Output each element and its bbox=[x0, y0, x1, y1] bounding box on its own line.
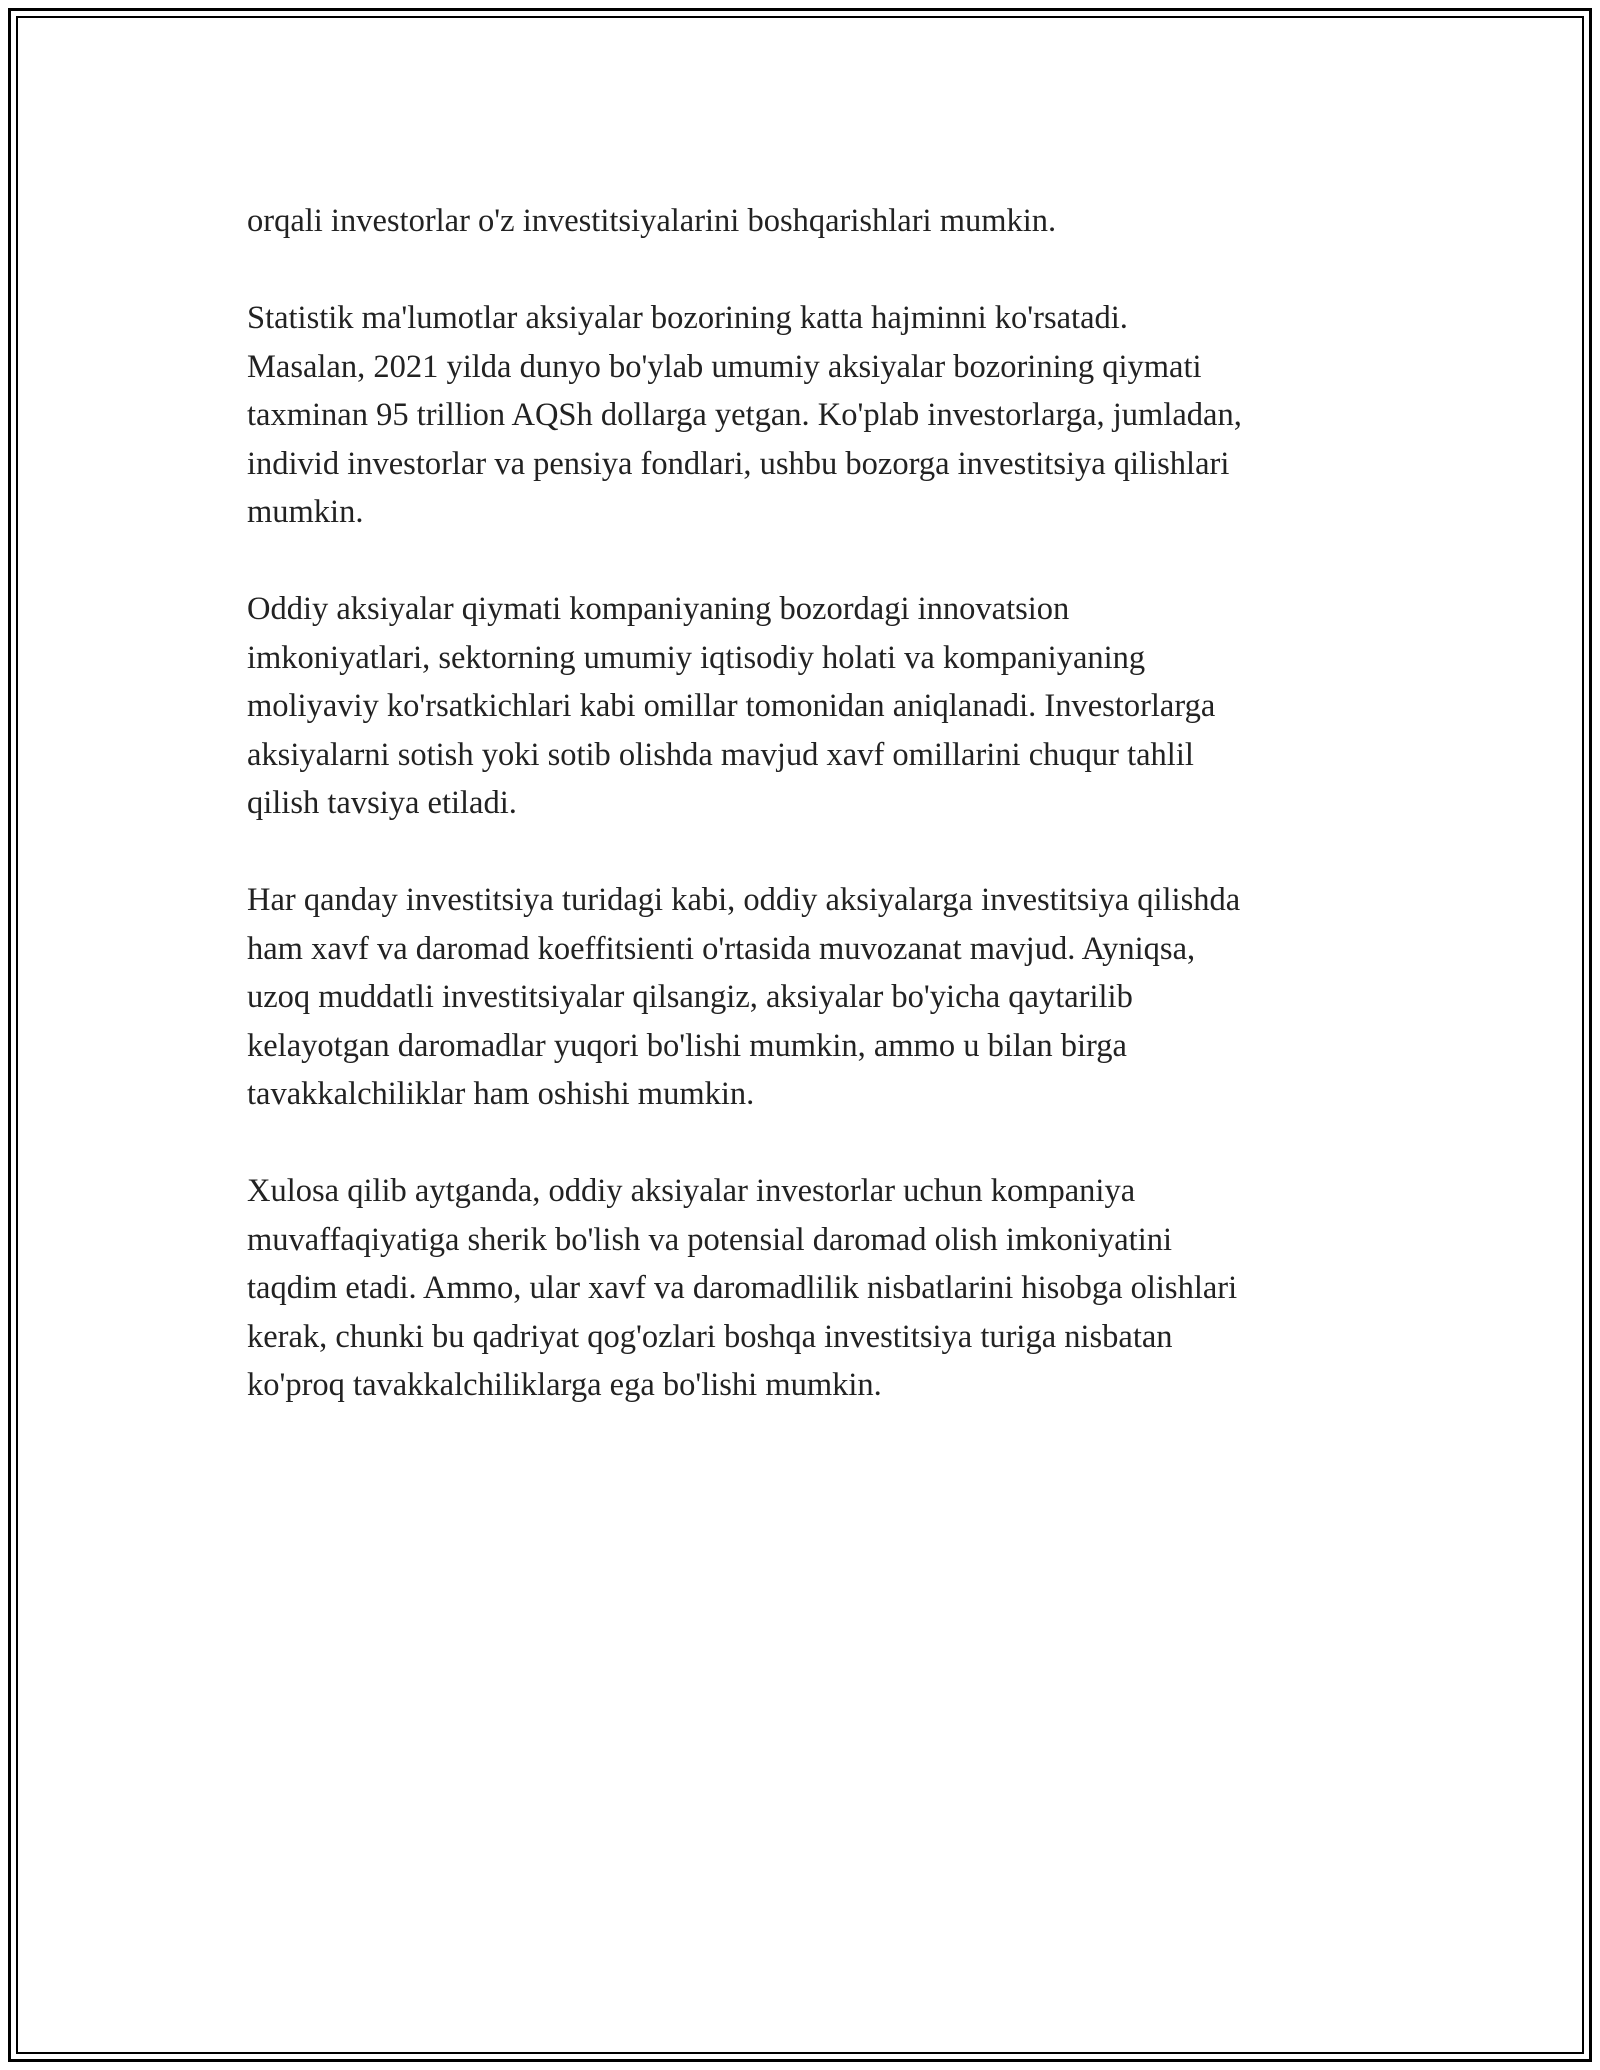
paragraph: Xulosa qilib aytganda, oddiy aksiyalar investorlar uchun kompaniya muvaffaqiyatiga sherik bo'lish va potensial daromad olish imkoniyatini taqdim etadi. Ammo, ular xavf va daromadlilik nisbatlarini hisobga olishlari kerak, chunki bu qadriyat qog'ozlari boshqa investitsiya turiga nisbatan ko'proq tavakkalchiliklarga ega bo'lishi mumkin. bbox=[247, 1173, 1238, 1403]
page-border bbox=[8, 8, 1592, 2062]
paragraph: Oddiy aksiyalar qiymati kompaniyaning bozordagi innovatsion imkoniyatlari, sektorning umumiy iqtisodiy holati va kompaniyaning moliyaviy ko'rsatkichlari kabi omillar tomonidan aniqlanadi. Investorlarga aksiyalarni sotish yoki sotib olishda mavjud xavf omillarini chuqur tahlil qilish tavsiya etiladi. bbox=[247, 591, 1216, 821]
paragraph: orqali investorlar o'z investitsiyalarini boshqarishlari mumkin. bbox=[247, 203, 1057, 239]
document-body bbox=[247, 197, 1397, 1458]
paragraph: Statistik ma'lumotlar aksiyalar bozorining katta hajminni ko'rsatadi. Masalan, 2021 yilda dunyo bo'ylab umumiy aksiyalar bozorining qiymati taxminan 95 trillion AQSh dollarga yetgan. Ko'plab investorlarga, jumladan, individ investorlar va pensiya fondlari, ushbu bozorga investitsiya qilishlari mumkin. bbox=[247, 300, 1242, 530]
paragraph: Har qanday investitsiya turidagi kabi, oddiy aksiyalarga investitsiya qilishda ham xavf va daromad koeffitsienti o'rtasida muvozanat mavjud. Ayniqsa, uzoq muddatli investitsiyalar qilsangiz, aksiyalar bo'yicha qaytarilib kelayotgan daromadlar yuqori bo'lishi mumkin, ammo u bilan birga tavakkalchiliklar ham oshishi mumkin. bbox=[247, 882, 1241, 1112]
